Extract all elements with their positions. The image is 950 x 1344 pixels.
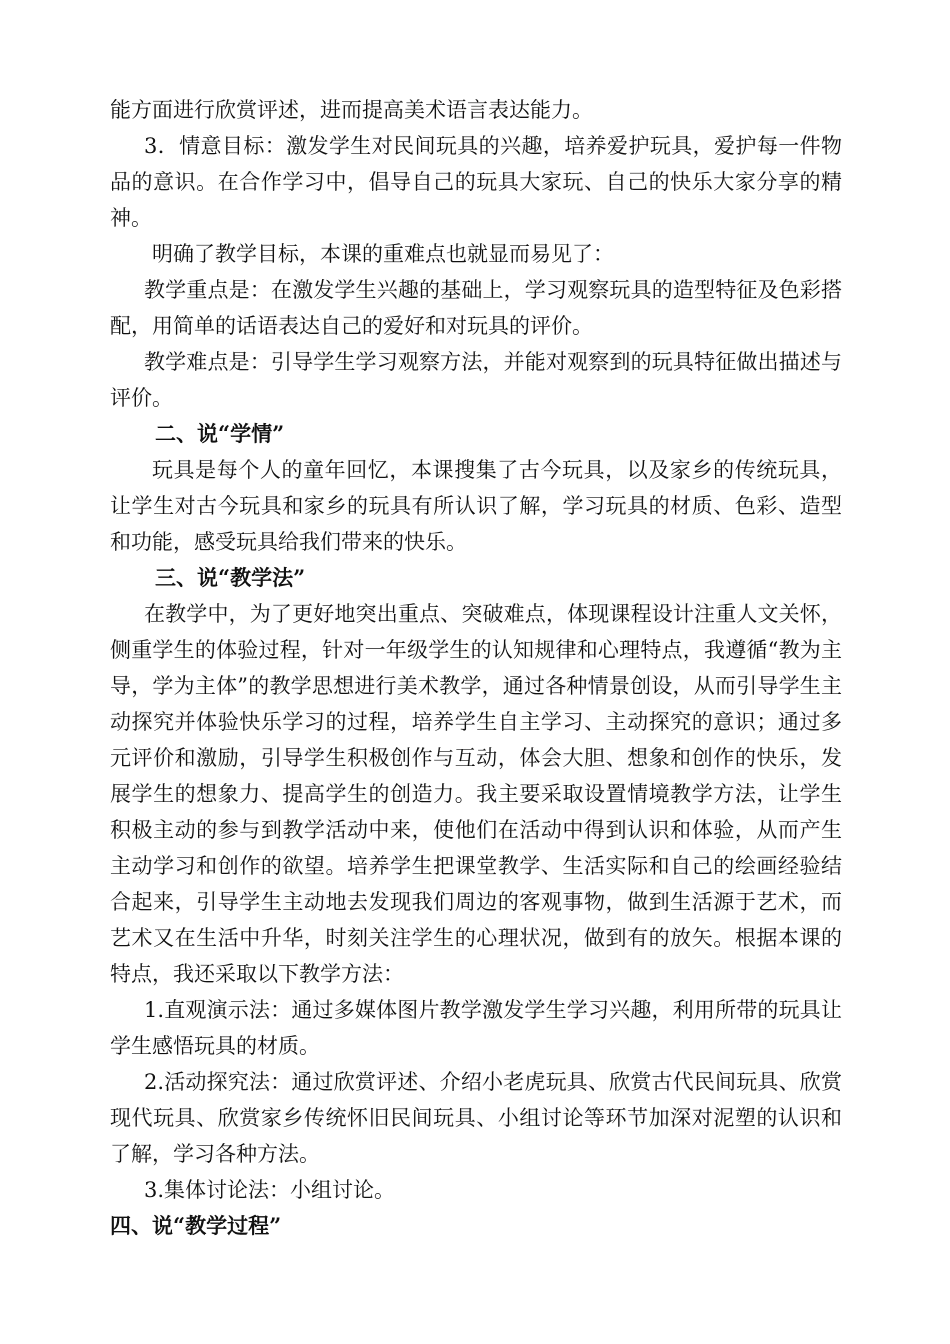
paragraph-teaching-focus: 教学重点是：在激发学生兴趣的基础上，学习观察玩具的造型特征及色彩搭配，用简单的话语表达自己的爱好和对玩具的评价。 (110, 278, 842, 338)
paragraph-method-discussion: 3.集体讨论法：小组讨论。 (144, 1178, 396, 1202)
heading-learning-situation: 二、说“学情” (155, 421, 285, 446)
paragraph-learning-situation: 玩具是每个人的童年回忆，本课搜集了古今玩具，以及家乡的传统玩具，让学生对古今玩具和家乡的玩具有所认识了解，学习玩具的材质、色彩、造型和功能，感受玩具给我们带来的快乐。 (110, 458, 842, 554)
paragraph-method-demonstration: 1.直观演示法：通过多媒体图片教学激发学生学习兴趣，利用所带的玩具让学生感悟玩具的材质。 (110, 998, 842, 1058)
paragraph-emotional-goal: 3．情意目标：激发学生对民间玩具的兴趣，培养爱护玩具，爱护每一件物品的意识。在合作学习中，倡导自己的玩具大家玩、自己的快乐大家分享的精神。 (110, 134, 842, 230)
document-page (110, 92, 842, 1244)
paragraph-teaching-methods: 在教学中，为了更好地突出重点、突破难点，体现课程设计注重人文关怀，侧重学生的体验过程，针对一年级学生的认知规律和心理特点，我遵循“教为主导，学为主体”的教学思想进行美术教学，通过各种情景创设，从而引导学生主动探究并体验快乐学习的过程，培养学生自主学习、主动探究的意识；通过多元评价和激励，引导学生积极创作与互动，体会大胆、想象和创作的快乐，发展学生的想象力、提高学生的创造力。我主要采取设置情境教学方法，让学生积极主动的参与到教学活动中来，使他们在活动中得到认识和体验，从而产生主动学习和创作的欲望。培养学生把课堂教学、生活实际和自己的绘画经验结合起来，引导学生主动地去发现我们周边的客观事物，做到生活源于艺术，而艺术又在生活中升华，时刻关注学生的心理状况，做到有的放矢。根据本课的特点，我还采取以下教学方法： (110, 602, 842, 986)
paragraph-teaching-difficulty: 教学难点是：引导学生学习观察方法，并能对观察到的玩具特征做出描述与评价。 (110, 350, 842, 410)
paragraph-goals-summary: 明确了教学目标，本课的重难点也就显而易见了： (152, 242, 614, 266)
heading-teaching-process: 四、说“教学过程” (110, 1213, 282, 1238)
paragraph-ability-continuation: 能方面进行欣赏评述，进而提高美术语言表达能力。 (110, 98, 593, 122)
heading-teaching-methods: 三、说“教学法” (155, 565, 306, 590)
paragraph-method-activity: 2.活动探究法：通过欣赏评述、介绍小老虎玩具、欣赏古代民间玩具、欣赏现代玩具、欣赏家乡传统怀旧民间玩具、小组讨论等环节加深对泥塑的认识和了解，学习各种方法。 (110, 1070, 842, 1166)
